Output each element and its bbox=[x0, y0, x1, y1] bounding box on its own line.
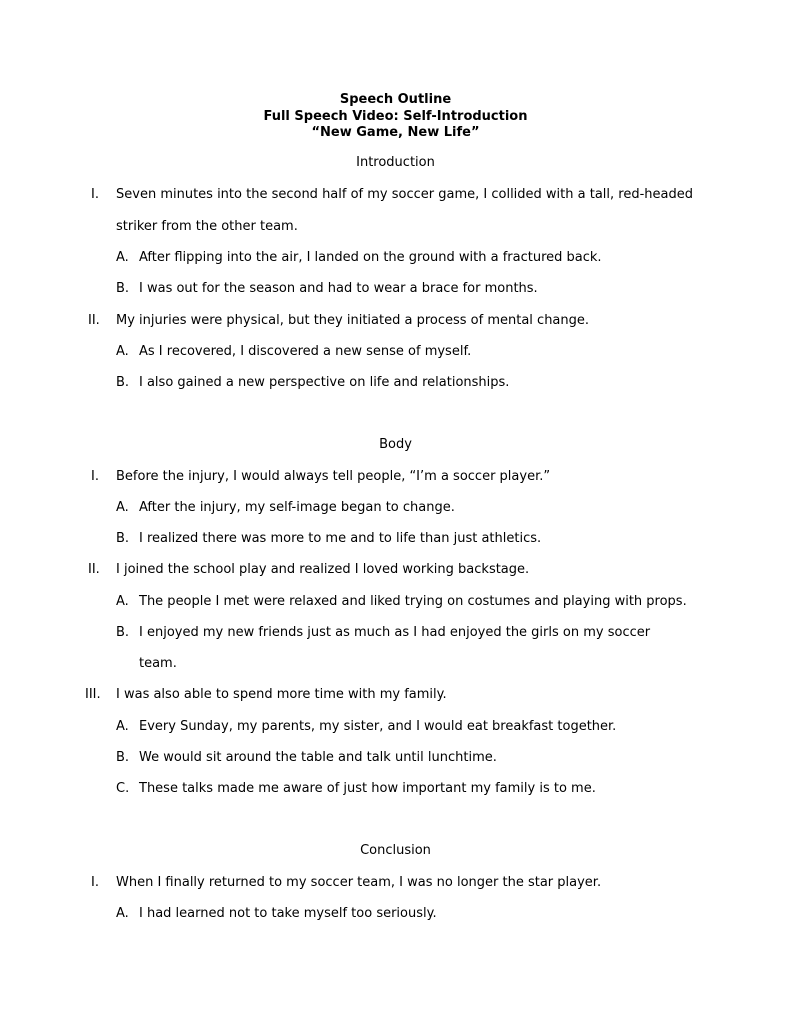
outline-sub-text: These talks made me aware of just how important my family is to me. bbox=[139, 781, 596, 796]
outline-point-text: striker from the other team. bbox=[116, 219, 298, 234]
outline-sub-text: After the injury, my self-image began to change. bbox=[139, 500, 455, 515]
outline-point-text: When I finally returned to my soccer team, I was no longer the star player. bbox=[116, 875, 602, 890]
outline-sub-letter: A. bbox=[116, 500, 129, 515]
outline-numeral: II. bbox=[88, 562, 100, 577]
outline-sub-letter: A. bbox=[116, 344, 129, 359]
outline-numeral: I. bbox=[91, 187, 99, 202]
speech-title-line: “New Game, New Life” bbox=[311, 125, 480, 140]
outline-sub-text: team. bbox=[139, 656, 177, 671]
outline-numeral: II. bbox=[88, 313, 100, 328]
outline-sub-text: We would sit around the table and talk until lunchtime. bbox=[139, 750, 497, 765]
outline-sub-letter: B. bbox=[116, 531, 130, 546]
outline-numeral: I. bbox=[91, 469, 99, 484]
outline-sub-text: I had learned not to take myself too seriously. bbox=[139, 906, 437, 921]
outline-sub-letter: C. bbox=[116, 781, 130, 796]
outline-point-text: My injuries were physical, but they initiated a process of mental change. bbox=[116, 313, 590, 328]
outline-point-text: Before the injury, I would always tell people, “I’m a soccer player.” bbox=[116, 469, 551, 484]
section-heading-conclusion: Conclusion bbox=[360, 843, 431, 858]
title-block bbox=[0, 92, 791, 142]
title-line: Speech Outline bbox=[339, 92, 452, 107]
outline-numeral: I. bbox=[91, 875, 99, 890]
outline-point-text: I was also able to spend more time with my family. bbox=[116, 687, 447, 702]
outline-sub-letter: A. bbox=[116, 250, 129, 265]
outline-sub-letter: B. bbox=[116, 281, 130, 296]
outline-sub-letter: B. bbox=[116, 750, 130, 765]
outline-sub-text: After flipping into the air, I landed on the ground with a fractured back. bbox=[139, 250, 602, 265]
outline-sub-letter: B. bbox=[116, 375, 130, 390]
subtitle-line: Full Speech Video: Self-Introduction bbox=[263, 108, 528, 124]
section-heading-body: Body bbox=[379, 437, 412, 452]
outline-point-text: I joined the school play and realized I loved working backstage. bbox=[116, 562, 530, 577]
outline-sub-text: As I recovered, I discovered a new sense of myself. bbox=[139, 344, 472, 359]
outline-sub-letter: A. bbox=[116, 594, 129, 609]
outline-sub-text: I realized there was more to me and to life than just athletics. bbox=[139, 531, 542, 546]
outline-sub-text: Every Sunday, my parents, my sister, and I would eat breakfast together. bbox=[139, 719, 617, 734]
outline-sub-letter: A. bbox=[116, 906, 129, 921]
outline-sub-text: I was out for the season and had to wear a brace for months. bbox=[139, 281, 538, 296]
outline-sub-text: I also gained a new perspective on life and relationships. bbox=[139, 375, 510, 390]
section-heading-introduction: Introduction bbox=[356, 155, 435, 170]
outline-sub-letter: A. bbox=[116, 719, 129, 734]
outline-sub-text: The people I met were relaxed and liked trying on costumes and playing with props. bbox=[139, 594, 687, 609]
outline-sub-letter: B. bbox=[116, 625, 130, 640]
outline-sub-text: I enjoyed my new friends just as much as I had enjoyed the girls on my soccer bbox=[139, 625, 651, 640]
outline-point-text: Seven minutes into the second half of my soccer game, I collided with a tall, red-headed bbox=[116, 187, 693, 202]
outline-numeral: III. bbox=[85, 687, 101, 702]
